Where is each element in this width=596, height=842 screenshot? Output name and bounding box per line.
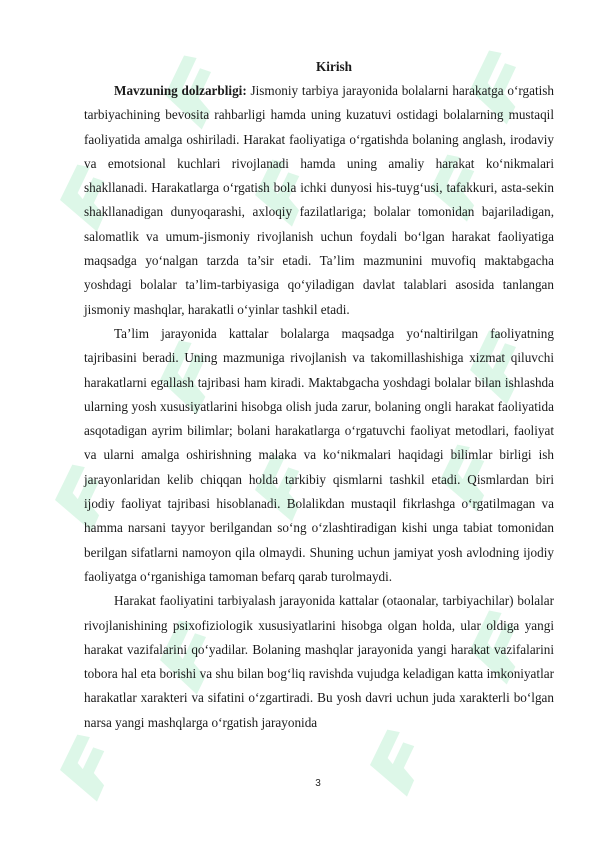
page-title: Kirish — [316, 59, 352, 74]
paragraph-lead: Mavzuning dolzarbligi: — [114, 83, 247, 98]
page-number: 3 — [315, 778, 321, 789]
watermark-glyph — [50, 728, 126, 807]
paragraph-text: Ta’lim jarayonida kattalar bolalarga maqsadga yo‘naltirilgan faoliyatning tajribasini beradi. Uning mazmuniga rivojlanish va takomillashishiga xizmat qiluvchi harakatlarni egallash tajribasi ham kiradi. Maktabgacha yoshdagi bolalar bilan ishlashda ularning yosh xususiyatlarini hisobga olish juda zarur, bolaning ongli harakat faoliyatida asqotadigan ayrim bilimlar; bolani harakatlarga o‘rgatuvchi faoliyat metodlari, faoliyat va ularni amalga oshirishning malaka va ko‘nikmalari haqidagi bilimlar birligi ish jarayonlaridan kelib chiqqan holda tarkibiy qismlarni tashkil etadi. Qismlardan biri ijodiy faoliyat tajribasi hisoblanadi. Bolalikdan mustaqil fikrlashga o‘rgatilmagan va hamma narsani tayyor berilgandan so‘ng o‘zlashtiradigan kishi unga tabiat tomonidan berilgan sifatlarni namoyon qila olmaydi. Shuning uchun jamiyat yosh avlodning ijodiy faoliyatga o‘rganishiga tamoman befarq qarab turolmaydi. — [84, 325, 554, 584]
document-body — [84, 55, 554, 735]
paragraph-text: Harakat faoliyatini tarbiyalash jarayonida kattalar (otaonalar, tarbiyachilar) bolalar rivojlanishining psixofiziologik xususiyatlarini hisobga olgan holda, ular oldiga yangi harakat vazifalarini qo‘yadilar. Bolaning mashqlar jarayonida yangi harakat vazifalarini tobora hal eta borishi va shu bilan bog‘liq ravishda vujudga keladigan katta imkoniyatlar harakatlar xarakteri va sifatini o‘zgartiradi. Bu yosh davri uchun juda xarakterli bo‘lgan narsa yangi mashqlarga o‘rgatish jarayonida — [84, 593, 554, 730]
paragraph-relevance — [84, 79, 554, 322]
paragraph-motor-activity — [84, 589, 554, 735]
paragraph-text: Jismoniy tarbiya jarayonida bolalarni harakatga o‘rgatish tarbiyachining bevosita rahbarligi hamda uning kuzatuvi ostidagi bolalarning mustaqil faoliyatida amalga oshiriladi. Harakat faoliyatiga o‘rgatishda bolaning anglash, irodaviy va emotsional kuchlari rivojlanadi hamda uning amaliy harakat ko‘nikmalari shakllanadi. Harakatlarga o‘rgatish bola ichki dunyosi his-tuyg‘usi, tafakkuri, asta-sekin shakllanadigan dunyoqarashi, axloqiy fazilatlariga; bolalar tomonidan bajariladigan, salomatlik va umum-jismoniy rivojlanish uchun foydali bo‘lgan harakat faoliyatiga maqsadga yo‘nalgan tarzda ta’sir etadi. Ta’lim mazmunini muvofiq maktabgacha yoshdagi bolalar ta’lim-tarbiyasiga qo‘yiladigan davlat talablari asosida tanlangan jismoniy mashqlar, harakatli o‘yinlar tashkil etadi. — [84, 83, 554, 317]
paragraph-learning-process — [84, 322, 554, 589]
